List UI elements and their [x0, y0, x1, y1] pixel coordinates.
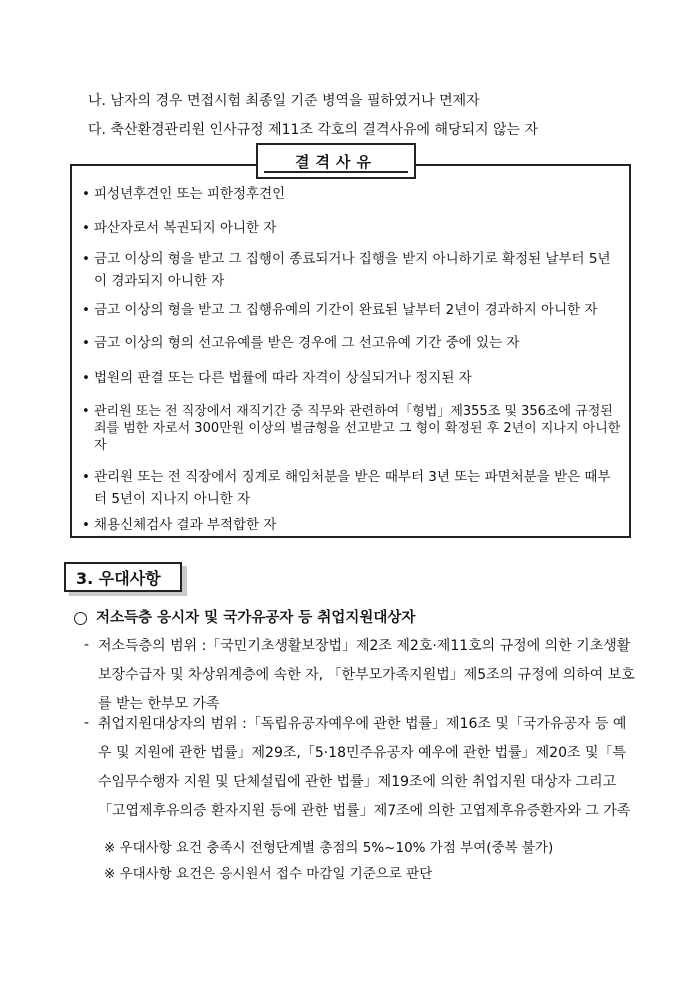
list-item: • 피성년후견인 또는 피한정후견인 [82, 186, 286, 202]
box-title: 결격사유 [256, 143, 416, 179]
list-item: • 관리원 또는 전 직장에서 징계로 해임처분을 받은 때부터 3년 또는 파면처분을 받은 때부터 5년이 지나지 아니한 자 [82, 469, 611, 507]
list-item: • 금고 이상의 형을 받고 그 집행이 종료되거나 집행을 받지 아니하기로 확정된 날부터 5년이 경과되지 아니한 자 [82, 251, 611, 289]
list-item: • 금고 이상의 형을 받고 그 집행유예의 기간이 완료된 날부터 2년이 경과하지 아니한 자 [82, 302, 598, 318]
list-item: • 금고 이상의 형의 선고유예를 받은 경우에 그 선고유예 기간 중에 있는 자 [82, 335, 520, 351]
note-criteria: ※ 우대사항 요건은 응시원서 접수 마감일 기준으로 판단 [104, 866, 433, 882]
list-item: • 관리원 또는 전 직장에서 재직기간 중 직무와 관련하여「형법」제355조 및 356조에 규정된 죄를 범한 자로서 300만원 이상의 벌금형을 선고받고 그 형이 확정된 후 2년이 지나지 아니한 자 [82, 404, 621, 453]
list-item: • 채용신체검사 결과 부적합한 자 [82, 517, 277, 533]
list-item: • 파산자로서 복권되지 아니한 자 [82, 220, 277, 236]
dash-marker: - [84, 715, 90, 731]
section-title: 3. 우대사항 [64, 562, 182, 592]
section-subtitle: 저소득층 응시자 및 국가유공자 등 취업지원대상자 [96, 610, 416, 626]
disqualification-box [70, 164, 631, 538]
requirement-na: 나. 남자의 경우 면접시험 최종일 기준 병역을 필하였거나 면제자 [88, 93, 480, 109]
circle-bullet-icon [74, 612, 87, 625]
list-item: • 법원의 판결 또는 다른 법률에 따라 자격이 상실되거나 정지된 자 [82, 370, 472, 386]
note-bonus: ※ 우대사항 요건 충족시 전형단계별 총점의 5%~10% 가점 부여(중복 불가) [104, 840, 554, 856]
dash-marker: - [84, 637, 90, 653]
requirement-da: 다. 축산환경관리원 인사규정 제11조 각호의 결격사유에 해당되지 않는 자 [88, 122, 539, 138]
low-income-scope: 저소득층의 범위 :「국민기초생활보장법」제2조 제2호·제11호의 규정에 의한 기초생활보장수급자 및 차상위계층에 속한 자, 「한부모가족지원법」제5조의 규정에 의하여 보호를 받는 한부모 가족 [98, 638, 635, 712]
employment-support-scope: 취업지원대상자의 범위 :「독립유공자예우에 관한 법률」제16조 및「국가유공자 등 예우 및 지원에 관한 법률」제29조,「5·18민주유공자 예우에 관한 법률」제20조 및「특수임무수행자 지원 및 단체설립에 관한 법률」제19조에 의한 취업지원 대상자 그리고 「고엽제후유의증 환자지원 등에 관한 법률」제7조에 의한 고엽제후유증환자와 그 가족 [98, 716, 631, 819]
